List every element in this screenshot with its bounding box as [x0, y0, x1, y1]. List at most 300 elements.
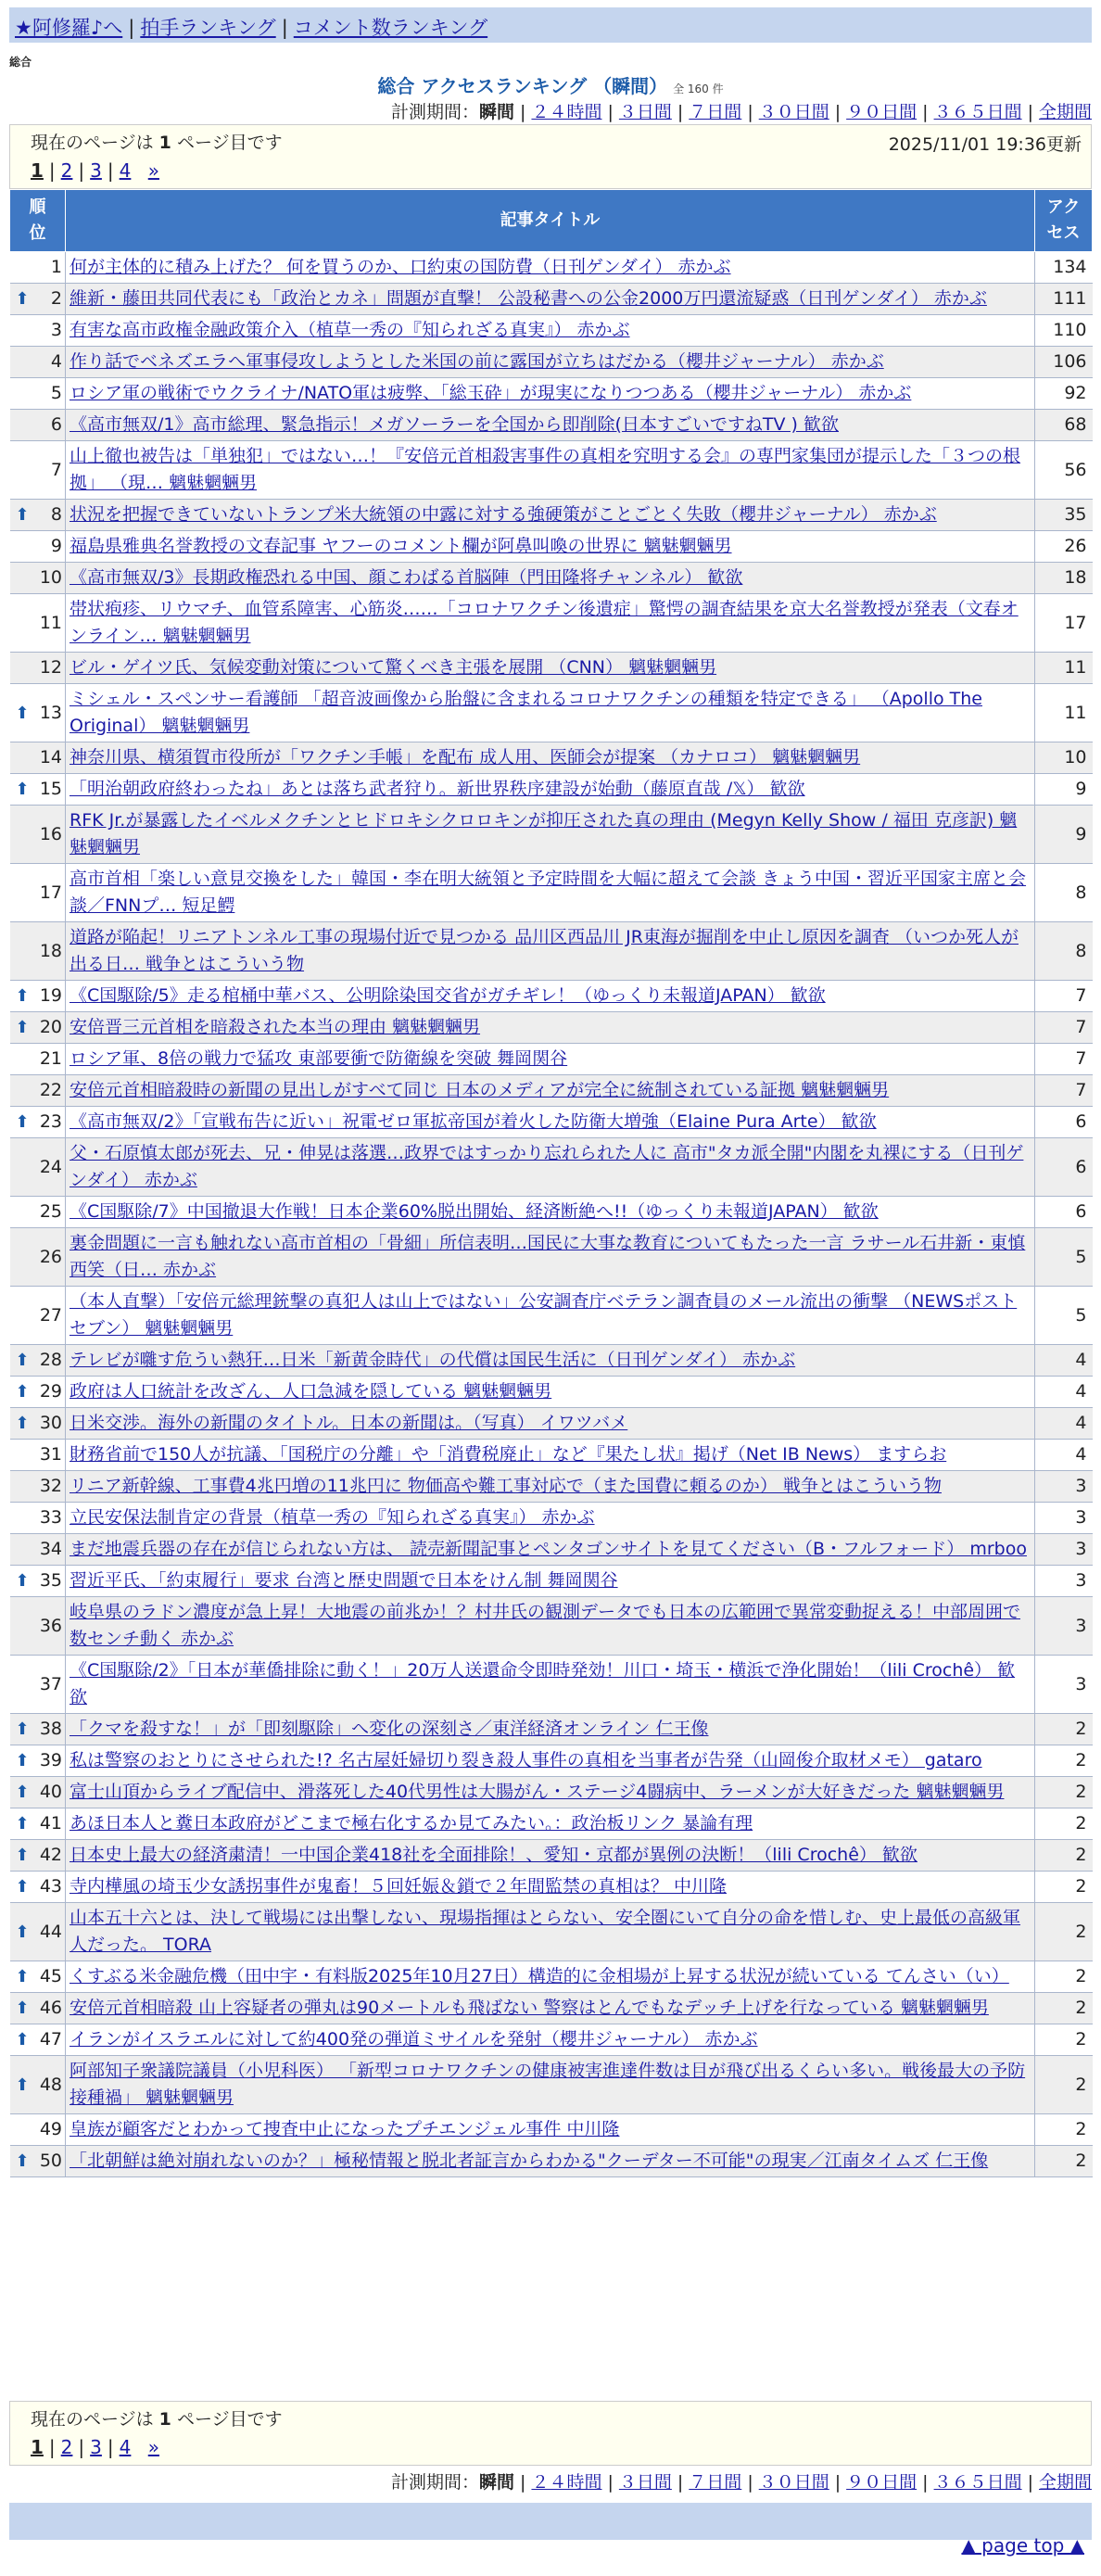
- rank-number: 3: [50, 320, 62, 340]
- nav-separator: |: [128, 17, 135, 39]
- title-cell: [66, 2024, 1035, 2056]
- access-count: 5: [1035, 1287, 1093, 1345]
- rank-cell: [10, 410, 66, 441]
- table-row: [10, 1408, 1093, 1440]
- comment-ranking-link[interactable]: コメント数ランキング: [293, 17, 488, 39]
- period-all-link[interactable]: 全期間: [1038, 2472, 1092, 2493]
- current-page-text-bottom: 現在のページは 1 ページ目です: [31, 2409, 283, 2430]
- rank-cell: [10, 653, 66, 684]
- rank-cell: [10, 742, 66, 774]
- access-count: 2: [1035, 1714, 1093, 1745]
- rank-number: 42: [39, 1845, 62, 1865]
- rank-cell: [10, 500, 66, 531]
- article-link[interactable]: くすぶる米金融危機（田中宇・有料版2025年10月27日）構造的に金相場が上昇する状況が続いている てんさい（い）: [70, 1966, 1009, 1986]
- rank-up-arrow-icon: ⬆: [15, 1719, 30, 1739]
- article-link[interactable]: 皇族が顧客だとわかって捜査中止になったプチエンジェル事件 中川隆: [70, 2119, 620, 2139]
- rank-up-arrow-icon: ⬆: [15, 1112, 30, 1132]
- rank-number: 8: [50, 504, 62, 525]
- rank-cell: [10, 1714, 66, 1745]
- rank-cell: [10, 981, 66, 1012]
- access-count: 2: [1035, 1872, 1093, 1903]
- rank-cell: [10, 1228, 66, 1287]
- pagination-bottom: 1 | 2 | 3 | 4 »: [31, 2436, 159, 2458]
- rank-cell: [10, 1597, 66, 1656]
- rank-number: 2: [50, 288, 62, 309]
- rank-number: 49: [39, 2119, 62, 2139]
- article-link[interactable]: ロシア軍、8倍の戦力で猛攻 東部要衝で防衛線を突破 舞岡関谷: [70, 1048, 568, 1069]
- article-link[interactable]: 安倍晋三元首相を暗殺された本当の理由 魑魅魍魎男: [70, 1017, 481, 1037]
- article-link[interactable]: 維新・藤田共同代表にも「政治とカネ」問題が直撃！ 公設秘書への公金2000万円還流疑惑（日刊ゲンダイ） 赤かぶ: [70, 288, 987, 309]
- article-link[interactable]: 作り話でベネズエラへ軍事侵攻しようとした米国の前に露国が立ちはだかる（櫻井ジャーナル） 赤かぶ: [70, 351, 884, 372]
- rank-number: 43: [39, 1876, 62, 1897]
- article-link[interactable]: 帯状疱疹、リウマチ、血管系障害、心筋炎……「コロナワクチン後遺症」驚愕の調査結果を京大名誉教授が発表（文春オンライン… 魑魅魍魎男: [70, 599, 1019, 646]
- rank-cell: [10, 252, 66, 284]
- title-cell: [66, 1566, 1035, 1597]
- article-link[interactable]: 福島県雅典名誉教授の文春記事 ヤフーのコメント欄が阿鼻叫喚の世界に 魑魅魍魎男: [70, 536, 732, 556]
- rank-up-arrow-icon: ⬆: [15, 703, 30, 723]
- rank-cell: [10, 347, 66, 378]
- rank-cell: [10, 1566, 66, 1597]
- table-row: [10, 653, 1093, 684]
- access-count: 3: [1035, 1566, 1093, 1597]
- table-row: [10, 1961, 1093, 1993]
- rank-number: 40: [39, 1782, 62, 1802]
- page-title: [0, 71, 1101, 98]
- pagination-current: 1: [31, 159, 44, 182]
- pagination-page-2[interactable]: 2: [60, 159, 73, 182]
- article-link[interactable]: 日米交渉。海外の新聞のタイトル。日本の新聞は。（写真） イワツバメ: [70, 1413, 628, 1433]
- table-row: [10, 1714, 1093, 1745]
- rank-cell: [10, 378, 66, 410]
- ranking-table: [9, 189, 1093, 2177]
- rank-number: 50: [39, 2151, 62, 2171]
- rank-number: 22: [39, 1080, 62, 1100]
- rank-up-arrow-icon: ⬆: [15, 1351, 30, 1370]
- article-link[interactable]: 安倍元首相暗殺時の新聞の見出しがすべて同じ 日本のメディアが完全に統制されている証拠 魑魅魍魎男: [70, 1080, 890, 1100]
- title-cell: [66, 315, 1035, 347]
- period-7d-link[interactable]: ７日間: [689, 2472, 742, 2493]
- article-link[interactable]: 状況を把握できていないトランプ米大統領の中露に対する強硬策がことごとく失敗（櫻井ジャーナル） 赤かぶ: [70, 504, 937, 525]
- title-cell: [66, 1503, 1035, 1534]
- rank-cell: [10, 806, 66, 864]
- title-cell: [66, 1714, 1035, 1745]
- access-count: 7: [1035, 981, 1093, 1012]
- title-cell: [66, 684, 1035, 742]
- rank-cell: [10, 1012, 66, 1044]
- rank-number: 44: [39, 1921, 62, 1942]
- rank-number: 14: [39, 747, 62, 768]
- table-row: [10, 981, 1093, 1012]
- article-link[interactable]: 寺内樺風の埼玉少女誘拐事件が鬼畜！５回妊娠＆鎖で２年間監禁の真相は？ 中川隆: [70, 1876, 728, 1897]
- title-cell: [66, 653, 1035, 684]
- rank-number: 19: [39, 985, 62, 1006]
- access-count: 134: [1035, 252, 1093, 284]
- rank-cell: [10, 2114, 66, 2146]
- rank-number: 1: [50, 257, 62, 277]
- article-link[interactable]: 日本史上最大の経済粛清！一中国企業418社を全面排除！、愛知・京都が異例の決断！（lili Crochê） 歓欲: [70, 1845, 918, 1865]
- article-link[interactable]: イランがイスラエルに対して約400発の弾道ミサイルを発射（櫻井ジャーナル） 赤かぶ: [70, 2029, 758, 2049]
- rank-number: 38: [39, 1719, 62, 1739]
- rank-number: 35: [39, 1570, 62, 1591]
- access-count: 9: [1035, 806, 1093, 864]
- table-row: [10, 1471, 1093, 1503]
- period-3d-link[interactable]: ３日間: [618, 102, 672, 122]
- title-cell: [66, 1872, 1035, 1903]
- rank-up-arrow-icon: ⬆: [15, 1018, 30, 1037]
- access-count: 6: [1035, 1138, 1093, 1197]
- rank-number: 23: [39, 1111, 62, 1132]
- table-row: [10, 1197, 1093, 1228]
- rank-cell: [10, 1534, 66, 1566]
- article-link[interactable]: 《C国駆除/5》走る棺桶中華バス、公明除染国交省がガチギレ！（ゆっくり未報道JAPAN） 歓欲: [70, 985, 826, 1006]
- access-count: 68: [1035, 410, 1093, 441]
- article-link[interactable]: ミシェル・スペンサー看護師 「超音波画像から胎盤に含まれるコロナワクチンの種類を特定できる」 （Apollo The Original） 魑魅魍魎男: [70, 689, 982, 736]
- title-cell: [66, 594, 1035, 653]
- title-cell: [66, 922, 1035, 981]
- rank-number: 32: [39, 1476, 62, 1496]
- rank-number: 6: [50, 414, 62, 435]
- title-cell: [66, 1408, 1035, 1440]
- table-row: [10, 284, 1093, 315]
- table-row: [10, 774, 1093, 806]
- period-selector: 計測期間：瞬間 | ２４時間 | ３日間 | ７日間 | ３０日間 | ９０日間 | ３６５日間 | 全期間: [391, 102, 1092, 122]
- home-link[interactable]: ★阿修羅♪へ: [15, 17, 123, 39]
- access-count: 56: [1035, 441, 1093, 500]
- table-row: [10, 347, 1093, 378]
- table-row: [10, 1597, 1093, 1656]
- table-row: [10, 1440, 1093, 1471]
- rank-number: 11: [39, 612, 62, 633]
- access-count: 2: [1035, 1903, 1093, 1961]
- rank-up-arrow-icon: ⬆: [15, 505, 30, 525]
- rank-cell: [10, 1377, 66, 1408]
- title-cell: [66, 774, 1035, 806]
- title-cell: [66, 1471, 1035, 1503]
- article-link[interactable]: 《C国駆除/2》「日本が華僑排除に動く！」20万人送還命令即時発効！川口・埼玉・横浜で浄化開始！（lili Crochê） 歓欲: [70, 1660, 1016, 1707]
- footer-bar: [9, 2503, 1092, 2540]
- table-row: [10, 1745, 1093, 1777]
- access-count: 35: [1035, 500, 1093, 531]
- article-link[interactable]: リニア新幹線、工事費4兆円増の11兆円に 物価高や難工事対応で（また国費に頼るのか） 戦争とはこういう物: [70, 1476, 942, 1496]
- title-cell: [66, 1044, 1035, 1075]
- rank-number: 30: [39, 1413, 62, 1433]
- access-count: 26: [1035, 531, 1093, 563]
- title-cell: [66, 500, 1035, 531]
- title-cell: [66, 531, 1035, 563]
- period-3d-link[interactable]: ３日間: [618, 2472, 672, 2493]
- article-link[interactable]: ビル・ゲイツ氏、気候変動対策について驚くべき主張を展開 （CNN） 魑魅魍魎男: [70, 657, 717, 678]
- pagination-next[interactable]: »: [147, 2436, 159, 2458]
- table-row: [10, 806, 1093, 864]
- title-cell: [66, 2114, 1035, 2146]
- article-link[interactable]: 高市首相「楽しい意見交換をした」韓国・李在明大統領と予定時間を大幅に超えて会談 きょう中国・習近平国家主席と会談／FNNプ… 短足鰐: [70, 869, 1027, 916]
- access-count: 2: [1035, 1840, 1093, 1872]
- title-cell: [66, 1107, 1035, 1138]
- article-link[interactable]: 道路が陥起！リニアトンネル工事の現場付近で見つかる 品川区西品川 JR東海が掘削を中止し原因を調査 （いつか死人が出る日… 戦争とはこういう物: [70, 927, 1019, 974]
- period-90d-link[interactable]: ９０日間: [846, 102, 918, 122]
- article-link[interactable]: 立民安保法制肯定の背景（植草一秀の『知られざる真実』） 赤かぶ: [70, 1507, 595, 1528]
- article-link[interactable]: 財務省前で150人が抗議、「国税庁の分離」や「消費税廃止」など『果たし状』掲げ（Net IB News） ますらお: [70, 1444, 947, 1465]
- title-cell: [66, 1903, 1035, 1961]
- rank-up-arrow-icon: ⬆: [15, 289, 30, 309]
- table-row: [10, 1345, 1093, 1377]
- rank-up-arrow-icon: ⬆: [15, 1877, 30, 1897]
- table-row: [10, 1503, 1093, 1534]
- rank-cell: [10, 2056, 66, 2114]
- period-7d-link[interactable]: ７日間: [689, 102, 742, 122]
- article-link[interactable]: 習近平氏、「約束履行」要求 台湾と歴史問題で日本をけん制 舞岡関谷: [70, 1570, 618, 1591]
- rank-up-arrow-icon: ⬆: [15, 1846, 30, 1865]
- access-count: 4: [1035, 1345, 1093, 1377]
- table-row: [10, 1777, 1093, 1808]
- period-365d-link[interactable]: ３６５日間: [933, 102, 1022, 122]
- rank-number: 25: [39, 1201, 62, 1222]
- rank-cell: [10, 1745, 66, 1777]
- rank-cell: [10, 563, 66, 594]
- rank-number: 17: [39, 882, 62, 903]
- access-count: 11: [1035, 684, 1093, 742]
- rank-cell: [10, 1872, 66, 1903]
- access-count: 2: [1035, 2024, 1093, 2056]
- access-count: 4: [1035, 1440, 1093, 1471]
- rank-number: 34: [39, 1539, 62, 1559]
- article-link[interactable]: 「クマを殺すな！」が「即刻駆除」へ変化の深刻さ／東洋経済オンライン 仁王像: [70, 1719, 709, 1739]
- table-row: [10, 1566, 1093, 1597]
- rank-up-arrow-icon: ⬆: [15, 780, 30, 799]
- article-link[interactable]: あほ日本人と糞日本政府がどこまで極右化するか見てみたい。：政治板リンク 暴論有理: [70, 1813, 753, 1834]
- title-cell: [66, 1777, 1035, 1808]
- period-90d-link[interactable]: ９０日間: [846, 2472, 918, 2493]
- rank-number: 45: [39, 1966, 62, 1986]
- rank-number: 41: [39, 1813, 62, 1834]
- title-cell: [66, 1377, 1035, 1408]
- access-count: 6: [1035, 1197, 1093, 1228]
- title-cell: [66, 806, 1035, 864]
- rank-cell: [10, 1777, 66, 1808]
- title-cell: [66, 1197, 1035, 1228]
- table-row: [10, 2146, 1093, 2177]
- article-link[interactable]: 神奈川県、横須賀市役所が「ワクチン手帳」を配布 成人用、医師会が提案 （カナロコ） 魑魅魍魎男: [70, 747, 861, 768]
- rank-cell: [10, 2024, 66, 2056]
- article-link[interactable]: 《C国駆除/7》中国撤退大作戦！日本企業60%脱出開始、経済断絶へ!!（ゆっくり未報道JAPAN） 歓欲: [70, 1201, 879, 1222]
- rank-number: 16: [39, 823, 62, 844]
- period-all-link[interactable]: 全期間: [1038, 102, 1092, 122]
- current-page-text: 現在のページは 1 ページ目です: [31, 133, 283, 153]
- rank-number: 33: [39, 1507, 62, 1528]
- rank-cell: [10, 1107, 66, 1138]
- access-count: 92: [1035, 378, 1093, 410]
- title-cell: [66, 1440, 1035, 1471]
- article-link[interactable]: 政府は人口統計を改ざん、人口急減を隠している 魑魅魍魎男: [70, 1381, 552, 1402]
- period-label: 計測期間：: [391, 2472, 480, 2493]
- table-row: [10, 1656, 1093, 1714]
- period-current: 瞬間: [479, 2472, 515, 2493]
- header-rank: 順 位: [10, 190, 66, 252]
- period-30d-link[interactable]: ３０日間: [758, 102, 829, 122]
- table-row: [10, 2056, 1093, 2114]
- title-cell: [66, 378, 1035, 410]
- title-cell: [66, 1345, 1035, 1377]
- table-row: [10, 742, 1093, 774]
- page-top-link[interactable]: ▲ page top ▲: [961, 2534, 1084, 2557]
- pagination-page-3[interactable]: 3: [90, 159, 102, 182]
- article-link[interactable]: 何が主体的に積み上げた？ 何を買うのか、口約束の国防費（日刊ゲンダイ） 赤かぶ: [70, 257, 731, 277]
- table-row: [10, 922, 1093, 981]
- rank-number: 21: [39, 1048, 62, 1069]
- access-count: 7: [1035, 1012, 1093, 1044]
- table-row: [10, 1377, 1093, 1408]
- title-cell: [66, 2146, 1035, 2177]
- table-row: [10, 252, 1093, 284]
- rank-cell: [10, 774, 66, 806]
- pagination-page-3[interactable]: 3: [90, 2436, 102, 2458]
- rank-up-arrow-icon: ⬆: [15, 1571, 30, 1591]
- rank-number: 29: [39, 1381, 62, 1402]
- page-info-box: [9, 124, 1092, 189]
- rank-cell: [10, 531, 66, 563]
- access-count: 4: [1035, 1377, 1093, 1408]
- title-cell: [66, 284, 1035, 315]
- pagination-page-4[interactable]: 4: [119, 159, 132, 182]
- access-count: 3: [1035, 1656, 1093, 1714]
- rank-number: 20: [39, 1017, 62, 1037]
- rank-cell: [10, 1287, 66, 1345]
- table-row: [10, 315, 1093, 347]
- rank-cell: [10, 1993, 66, 2024]
- rank-up-arrow-icon: ⬆: [15, 1999, 30, 2018]
- rank-number: 31: [39, 1444, 62, 1465]
- period-30d-link[interactable]: ３０日間: [758, 2472, 829, 2493]
- article-link[interactable]: RFK Jr.が暴露したイベルメクチンとヒドロキシクロロキンが抑圧された真の理由 (Megyn Kelly Show / 福田 克彦訳) 魑魅魍魎男: [70, 810, 1018, 857]
- rank-number: 4: [50, 351, 62, 372]
- rank-number: 36: [39, 1615, 62, 1636]
- article-link[interactable]: 安倍元首相暗殺 山上容疑者の弾丸は90メートルも飛ばない 警察はとんでもなデッチ上げを行なっている 魑魅魍魎男: [70, 1998, 989, 2018]
- table-row: [10, 410, 1093, 441]
- pagination-page-2[interactable]: 2: [60, 2436, 73, 2458]
- total-count: 全 160 件: [673, 82, 724, 95]
- table-row: [10, 441, 1093, 500]
- access-count: 111: [1035, 284, 1093, 315]
- rank-up-arrow-icon: ⬆: [15, 2151, 30, 2171]
- article-link[interactable]: 私は警察のおとりにさせられた!? 名古屋妊婦切り裂き殺人事件の真相を当事者が告発（山岡俊介取材メモ） gataro: [70, 1750, 982, 1770]
- rank-cell: [10, 1503, 66, 1534]
- title-cell: [66, 441, 1035, 500]
- article-link[interactable]: 山上徹也被告は「単独犯」ではない…！『安倍元首相殺害事件の真相を究明する会』の専門家集団が提示した「３つの根拠」 （現… 魑魅魍魎男: [70, 446, 1021, 493]
- period-24h-link[interactable]: ２４時間: [531, 2472, 602, 2493]
- access-count: 18: [1035, 563, 1093, 594]
- rank-cell: [10, 1345, 66, 1377]
- table-row: [10, 378, 1093, 410]
- rank-number: 7: [50, 459, 62, 480]
- title-cell: [66, 1961, 1035, 1993]
- period-24h-link[interactable]: ２４時間: [531, 102, 602, 122]
- rank-cell: [10, 1656, 66, 1714]
- article-link[interactable]: 山本五十六とは、決して戦場には出撃しない、現場指揮はとらない、安全圏にいて自分の命を惜しむ、史上最低の高級軍人だった。 TORA: [70, 1908, 1021, 1955]
- title-cell: [66, 742, 1035, 774]
- updated-timestamp: 2025/11/01 19:36更新: [888, 134, 1082, 155]
- rank-number: 27: [39, 1304, 62, 1326]
- rank-number: 26: [39, 1246, 62, 1267]
- article-link[interactable]: まだ地震兵器の存在が信じられない方は、 読売新聞記事とペンタゴンサイトを見てください（B・フルフォード） mrboo: [70, 1539, 1027, 1559]
- article-link[interactable]: ロシア軍の戦術でウクライナ/NATO軍は疲弊、「総玉砕」が現実になりつつある（櫻井ジャーナル） 赤かぶ: [70, 383, 912, 403]
- rank-cell: [10, 1471, 66, 1503]
- pagination: 1 | 2 | 3 | 4 »: [31, 159, 159, 182]
- rank-number: 10: [39, 567, 62, 588]
- table-row: [10, 2114, 1093, 2146]
- table-row: [10, 1287, 1093, 1345]
- article-link[interactable]: 有害な高市政権金融政策介入（植草一秀の『知られざる真実』） 赤かぶ: [70, 320, 630, 340]
- article-link[interactable]: 父・石原慎太郎が死去、兄・伸晃は落選…政界ではすっかり忘れられた人に 高市"タカ派全開"内閣を丸裸にする（日刊ゲンダイ） 赤かぶ: [70, 1143, 1024, 1190]
- access-count: 8: [1035, 922, 1093, 981]
- table-row: [10, 1993, 1093, 2024]
- article-link[interactable]: 《高市無双/2》「宣戦布告に近い」祝電ゼロ軍拡帝国が着火した防衛大増強（Elaine Pura Arte） 歓欲: [70, 1111, 877, 1132]
- table-row: [10, 864, 1093, 922]
- section-label: 総合: [9, 56, 32, 69]
- access-count: 3: [1035, 1597, 1093, 1656]
- rank-cell: [10, 594, 66, 653]
- rank-cell: [10, 1197, 66, 1228]
- rank-up-arrow-icon: ⬆: [15, 1783, 30, 1802]
- title-cell: [66, 2056, 1035, 2114]
- rank-cell: [10, 922, 66, 981]
- rank-up-arrow-icon: ⬆: [15, 1814, 30, 1834]
- title-cell: [66, 347, 1035, 378]
- article-link[interactable]: 裏金問題に一言も触れない高市首相の「骨細」所信表明…国民に大事な教育についてもたった一言 ラサール石井新・東慎西笑（日… 赤かぶ: [70, 1233, 1026, 1280]
- article-link[interactable]: 岐阜県のラドン濃度が急上昇！大地震の前兆か！？村井氏の観測データでも日本の広範囲で異常変動捉える！中部周囲で数センチ動く 赤かぶ: [70, 1602, 1021, 1649]
- rank-cell: [10, 315, 66, 347]
- article-link[interactable]: 富士山頂からライブ配信中、滑落死した40代男性は大腸がん・ステージ4闘病中、ラーメンが大好きだった 魑魅魍魎男: [70, 1782, 1005, 1802]
- pagination-current: 1: [31, 2436, 44, 2458]
- period-label: 計測期間：: [391, 102, 480, 122]
- period-365d-link[interactable]: ３６５日間: [933, 2472, 1022, 2493]
- title-cell: [66, 410, 1035, 441]
- access-count: 110: [1035, 315, 1093, 347]
- pagination-next[interactable]: »: [147, 159, 159, 182]
- nav-separator: |: [281, 17, 288, 39]
- rank-up-arrow-icon: ⬆: [15, 1967, 30, 1986]
- title-cell: [66, 1993, 1035, 2024]
- article-link[interactable]: （本人直撃）「安倍元総理銃撃の真犯人は山上ではない」公安調査庁ベテラン調査員のメール流出の衝撃 （NEWSポストセブン） 魑魅魍魎男: [70, 1291, 1018, 1339]
- table-row: [10, 563, 1093, 594]
- title-cell: [66, 1840, 1035, 1872]
- article-link[interactable]: 《高市無双/3》長期政権恐れる中国、顔こわばる首脳陣（門田隆将チャンネル） 歓欲: [70, 567, 743, 588]
- rank-cell: [10, 1075, 66, 1107]
- access-count: 3: [1035, 1534, 1093, 1566]
- rank-number: 37: [39, 1673, 62, 1694]
- article-link[interactable]: 「北朝鮮は絶対崩れないのか？」極秘情報と脱北者証言からわかる"クーデター不可能"の現実／江南タイムズ 仁王像: [70, 2151, 989, 2171]
- table-row: [10, 1044, 1093, 1075]
- clap-ranking-link[interactable]: 拍手ランキング: [140, 17, 276, 39]
- title-cell: [66, 1012, 1035, 1044]
- rank-cell: [10, 2146, 66, 2177]
- article-link[interactable]: 阿部知子衆議院議員（小児科医） 「新型コロナワクチンの健康被害進達件数は目が飛び出るくらい多い。戦後最大の予防接種禍」 魑魅魍魎男: [70, 2061, 1026, 2108]
- pagination-page-4[interactable]: 4: [119, 2436, 132, 2458]
- table-row: [10, 1903, 1093, 1961]
- access-count: 5: [1035, 1228, 1093, 1287]
- rank-cell: [10, 1903, 66, 1961]
- rank-up-arrow-icon: ⬆: [15, 2075, 30, 2095]
- article-link[interactable]: テレビが囃す危うい熱狂…日米「新黄金時代」の代償は国民生活に（日刊ゲンダイ） 赤かぶ: [70, 1350, 796, 1370]
- rank-up-arrow-icon: ⬆: [15, 1922, 30, 1942]
- access-count: 9: [1035, 774, 1093, 806]
- access-count: 7: [1035, 1075, 1093, 1107]
- rank-number: 15: [39, 779, 62, 799]
- article-link[interactable]: 「明治朝政府終わったね」あとは落ち武者狩り。新世界秩序建設が始動（藤原直哉 /𝕏） 歓欲: [70, 779, 805, 799]
- title-cell: [66, 252, 1035, 284]
- period-selector-bottom: 計測期間：瞬間 | ２４時間 | ３日間 | ７日間 | ３０日間 | ９０日間 | ３６５日間 | 全期間: [391, 2472, 1092, 2493]
- article-link[interactable]: 《高市無双/1》高市総理、緊急指示！メガソーラーを全国から即削除(日本すごいですねTV ) 歓欲: [70, 414, 839, 435]
- rank-cell: [10, 1408, 66, 1440]
